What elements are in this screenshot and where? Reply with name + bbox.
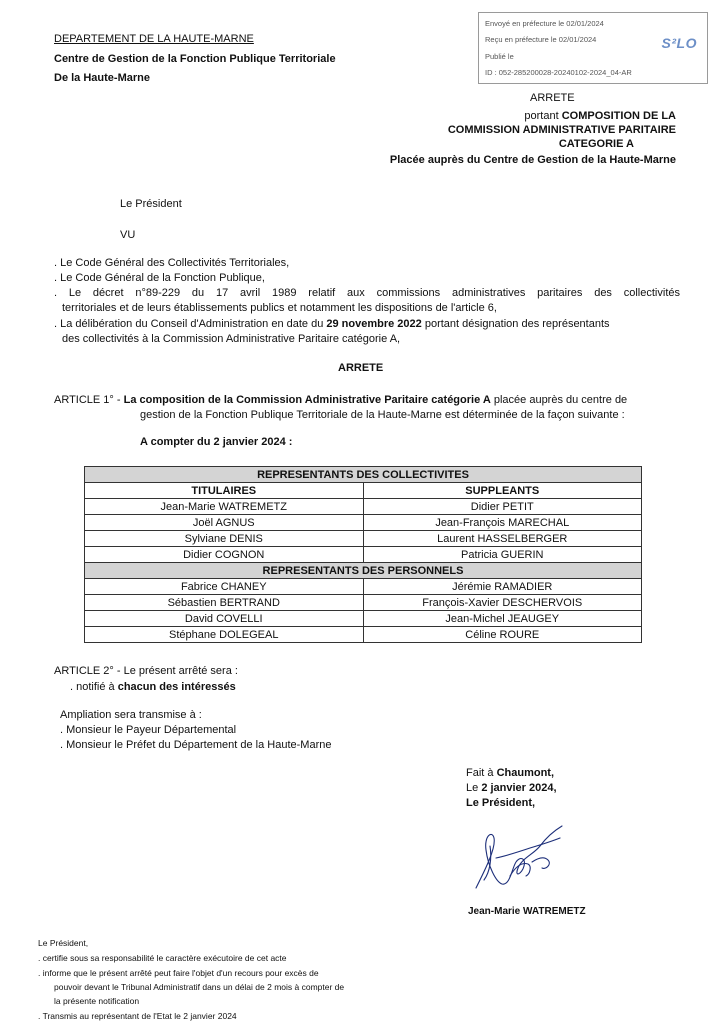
centre-region: De la Haute-Marne <box>54 72 150 84</box>
article1-bold: La composition de la Commission Administrative Paritaire catégorie A <box>123 394 491 406</box>
placee-line: Placée auprès du Centre de Gestion de la Haute-Marne <box>389 154 676 166</box>
deliberation-date: 29 novembre 2022 <box>326 318 422 330</box>
categorie-title: CATEGORIE A <box>558 138 634 150</box>
stamp-id: ID : 052-285200028-20240102-2024_04-AR <box>485 68 632 77</box>
article2-label: ARTICLE 2° - Le présent arrêté sera : <box>54 665 238 677</box>
table-row <box>85 531 642 547</box>
article1-label: ARTICLE 1° - <box>54 394 121 406</box>
table-row <box>85 515 642 531</box>
visa-deliberation-cont: des collectivités à la Commission Administrative Paritaire catégorie A, <box>62 333 401 345</box>
portant-word: portant <box>524 110 559 122</box>
ampliation-title: Ampliation sera transmise à : <box>60 709 202 721</box>
footer-recours-cont: pouvoir devant le Tribunal Administratif dans un délai de 2 mois à compter de <box>54 982 345 992</box>
prefecture-stamp <box>478 12 708 84</box>
slo-logo: S²LO <box>661 35 697 51</box>
visa-decret-cont: territoriales et de leurs établissements publics et notamment les dispositions de l'article 6, <box>62 302 497 314</box>
table-row <box>85 499 642 515</box>
notifie-bold: chacun des intéressés <box>117 681 236 693</box>
footer-recours: . informe que le présent arrêté peut faire l'objet d'un recours pour excès de <box>38 968 319 978</box>
collectivites-header: REPRESENTANTS DES COLLECTIVITES <box>85 467 642 483</box>
fait-a <box>466 767 554 779</box>
titulaire-cell: David COVELLI <box>85 611 364 627</box>
visa-decret: . Le décret n°89-229 du 17 avril 1989 relatif aux commissions administratives paritaires des collectivités <box>54 287 680 299</box>
stamp-published: Publié le <box>485 52 514 61</box>
table-row <box>85 611 642 627</box>
centre-name: Centre de Gestion de la Fonction Publique Territoriale <box>54 53 336 65</box>
personnels-header: REPRESENTANTS DES PERSONNELS <box>85 563 642 579</box>
fait-city: Chaumont, <box>496 767 555 779</box>
suppleant-cell: Jean-Michel JEAUGEY <box>363 611 642 627</box>
titulaire-cell: Didier COGNON <box>85 547 364 563</box>
le-date <box>466 782 557 794</box>
table-row <box>85 595 642 611</box>
deliberation-post: portant désignation des représentants <box>424 318 610 330</box>
suppleant-cell: Patricia GUERIN <box>363 547 642 563</box>
titulaires-header: TITULAIRES <box>85 483 364 499</box>
stamp-sent: Envoyé en préfecture le 02/01/2024 <box>485 19 604 28</box>
commission-title: COMMISSION ADMINISTRATIVE PARITAIRE <box>447 124 676 136</box>
deliberation-pre: . La délibération du Conseil d'Administration en date du <box>54 318 324 330</box>
le-pre: Le <box>466 782 479 794</box>
article1-line2: gestion de la Fonction Publique Territoriale de la Haute-Marne est déterminée de la façon suivante : <box>140 409 625 421</box>
table-row <box>85 547 642 563</box>
signatory-name: Jean-Marie WATREMETZ <box>468 906 586 917</box>
visa-cgct: . Le Code Général des Collectivités Territoriales, <box>54 257 290 269</box>
notifie-pre: . notifié à <box>70 681 115 693</box>
article1-date: A compter du 2 janvier 2024 : <box>140 436 293 448</box>
titulaire-cell: Sébastien BERTRAND <box>85 595 364 611</box>
footer-notification: la présente notification <box>54 996 140 1006</box>
suppleant-cell: Céline ROURE <box>363 627 642 643</box>
table-row <box>85 579 642 595</box>
composition-table <box>84 466 642 643</box>
titulaire-cell: Fabrice CHANEY <box>85 579 364 595</box>
article1-line1 <box>54 394 627 406</box>
suppleant-cell: Jérémie RAMADIER <box>363 579 642 595</box>
president-heading: Le Président <box>120 198 182 210</box>
arrete-label: ARRETE <box>530 92 575 104</box>
signoff-president: Le Président, <box>466 797 536 809</box>
arrete-heading: ARRETE <box>338 362 384 374</box>
visa-cgfp: . Le Code Général de la Fonction Publique, <box>54 272 265 284</box>
table-row <box>85 627 642 643</box>
ampliation-payeur: . Monsieur le Payeur Départemental <box>60 724 237 736</box>
footer-certifie: . certifie sous sa responsabilité le caractère exécutoire de cet acte <box>38 953 287 963</box>
suppleant-cell: Jean-François MARECHAL <box>363 515 642 531</box>
suppleant-cell: Laurent HASSELBERGER <box>363 531 642 547</box>
footer-president: Le Président, <box>38 938 89 948</box>
titulaire-cell: Sylviane DENIS <box>85 531 364 547</box>
ampliation-prefet: . Monsieur le Préfet du Département de la Haute-Marne <box>60 739 332 751</box>
article1-rest: placée auprès du centre de <box>493 394 628 406</box>
le-date-value: 2 janvier 2024, <box>481 782 557 794</box>
composition-word: COMPOSITION DE LA <box>561 110 676 122</box>
handwritten-signature <box>466 818 576 898</box>
article2-notifie <box>70 681 236 693</box>
stamp-received: Reçu en préfecture le 02/01/2024 <box>485 35 597 44</box>
titulaire-cell: Joël AGNUS <box>85 515 364 531</box>
titulaire-cell: Stéphane DOLEGEAL <box>85 627 364 643</box>
department-title: DEPARTEMENT DE LA HAUTE-MARNE <box>54 33 254 45</box>
footer-transmis: . Transmis au représentant de l'Etat le 2 janvier 2024 <box>38 1011 237 1021</box>
suppleant-cell: François-Xavier DESCHERVOIS <box>363 595 642 611</box>
vu-heading: VU <box>120 229 136 241</box>
titulaire-cell: Jean-Marie WATREMETZ <box>85 499 364 515</box>
suppleant-cell: Didier PETIT <box>363 499 642 515</box>
fait-pre: Fait à <box>466 767 494 779</box>
suppleants-header: SUPPLEANTS <box>363 483 642 499</box>
portant-line <box>524 110 676 122</box>
visa-deliberation <box>54 318 610 330</box>
